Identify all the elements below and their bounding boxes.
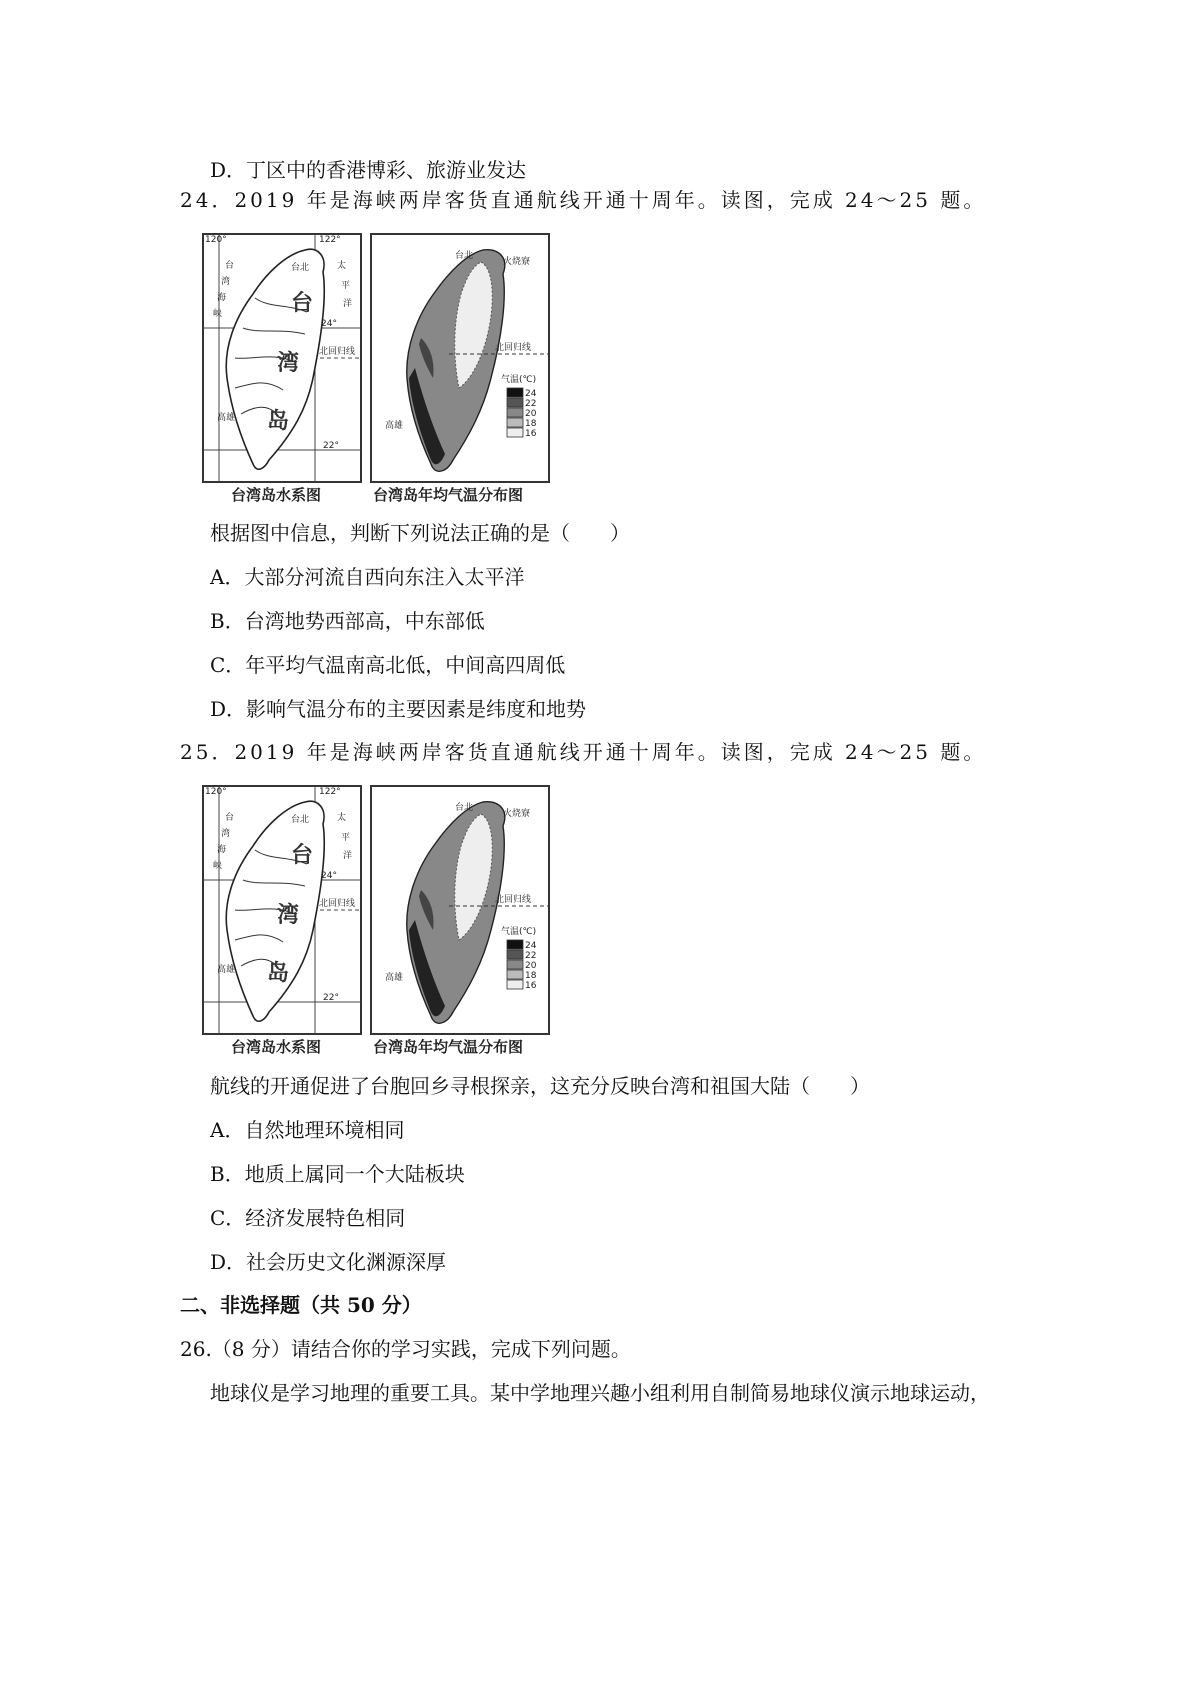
left-map-caption-2: 台湾岛水系图 [231,1038,322,1056]
gaoxiong-label-r2: 高雄 [385,973,404,983]
island-char-3: 岛 [267,408,290,434]
legend-18: 18 [525,419,537,429]
lon-122-label: 122° [319,235,341,245]
legend-16: 16 [525,429,537,439]
right-map-caption: 台湾岛年均气温分布图 [373,486,524,504]
q25-question: 航线的开通促进了台胞回乡寻根探亲，这充分反映台湾和祖国大陆（ ） [210,1074,870,1098]
q24-option-b: B．台湾地势西部高，中东部低 [210,609,485,633]
legend-title: 气温(℃) [501,375,537,385]
q25-stem: 25．2019 年是海峡两岸客货直通航线开通十周年。读图，完成 24～25 题。 [180,740,987,764]
sea-left-3: 海 [217,293,227,303]
sea-right-3b: 洋 [343,851,353,861]
q24-figure [195,228,555,508]
legend-24: 24 [525,389,537,399]
sea-left-1: 台 [225,261,235,271]
island-char-1: 台 [291,290,314,316]
sea-right-2: 平 [341,281,351,291]
huoshaoliao-label-2: 火烧寮 [503,809,531,819]
sea-left-1b: 台 [225,813,235,823]
lon-120-label: 120° [205,235,227,245]
legend-16b: 16 [525,981,537,991]
q25-option-c: C．经济发展特色相同 [210,1206,406,1230]
sea-left-4b: 峡 [213,861,223,871]
lon-122-label-2: 122° [319,787,341,797]
q24-option-c: C．年平均气温南高北低，中间高四周低 [210,653,566,677]
taipei-label-2: 台北 [291,815,310,825]
sea-right-1b: 太 [337,813,347,823]
sea-right-1: 太 [337,261,347,271]
q24-question: 根据图中信息，判断下列说法正确的是（ ） [210,521,630,545]
q25-option-b: B．地质上属同一个大陆板块 [210,1162,465,1186]
q24-stem: 24．2019 年是海峡两岸客货直通航线开通十周年。读图，完成 24～25 题。 [180,188,987,212]
q24-option-d: D．影响气温分布的主要因素是纬度和地势 [210,697,587,721]
q23-option-d: D．丁区中的香港博彩、旅游业发达 [210,158,527,182]
island-char-2b: 湾 [277,902,300,928]
temperature-map [371,234,549,504]
legend-18b: 18 [525,971,537,981]
lat-24-label-2: 24° [321,871,337,881]
taipei-label-r2: 台北 [455,803,474,813]
taiwan-maps-figure-25 [195,780,555,1060]
sea-left-2b: 湾 [221,829,231,839]
lon-120-label-2: 120° [205,787,227,797]
huoshaoliao-label: 火烧寮 [503,257,531,267]
sea-left-2: 湾 [221,277,231,287]
legend-22: 22 [525,399,537,409]
legend-24b: 24 [525,941,537,951]
left-map-caption: 台湾岛水系图 [231,486,322,504]
island-char-2: 湾 [277,350,300,376]
water-system-map-2 [203,786,361,1056]
sea-left-3b: 海 [217,845,227,855]
gaoxiong-label-r: 高雄 [385,421,404,431]
sea-right-2b: 平 [341,833,351,843]
island-char-3b: 岛 [267,960,290,986]
sea-right-3: 洋 [343,299,353,309]
taipei-label: 台北 [291,263,310,273]
temperature-map-2 [371,786,549,1056]
legend-title-2: 气温(℃) [501,927,537,937]
q25-option-a: A．自然地理环境相同 [210,1118,405,1142]
q26-stem: 26.（8 分）请结合你的学习实践，完成下列问题。 [180,1337,631,1361]
water-system-map [203,234,361,504]
section2-heading: 二、非选择题（共 50 分） [180,1293,422,1317]
tropic-label-r: 北回归线 [495,343,532,353]
taiwan-maps-figure-24 [195,228,555,508]
gaoxiong-label: 高雄 [217,413,236,423]
q24-option-a: A．大部分河流自西向东注入太平洋 [210,565,525,589]
lat-22-label-2: 22° [323,993,339,1003]
island-char-1b: 台 [291,842,314,868]
lat-22-label: 22° [323,441,339,451]
gaoxiong-label-2: 高雄 [217,965,236,975]
tropic-label: 北回归线 [319,347,356,357]
q26-text: 地球仪是学习地理的重要工具。某中学地理兴趣小组利用自制简易地球仪演示地球运动， [210,1381,990,1405]
legend-20: 20 [525,409,537,419]
right-map-caption-2: 台湾岛年均气温分布图 [373,1038,524,1056]
tropic-label-r2: 北回归线 [495,895,532,905]
tropic-label-2: 北回归线 [319,899,356,909]
taipei-label-r: 台北 [455,251,474,261]
q25-option-d: D．社会历史文化渊源深厚 [210,1250,447,1274]
legend-22b: 22 [525,951,537,961]
q25-figure [195,780,555,1060]
sea-left-4: 峡 [213,309,223,319]
legend-20b: 20 [525,961,537,971]
lat-24-label: 24° [321,319,337,329]
